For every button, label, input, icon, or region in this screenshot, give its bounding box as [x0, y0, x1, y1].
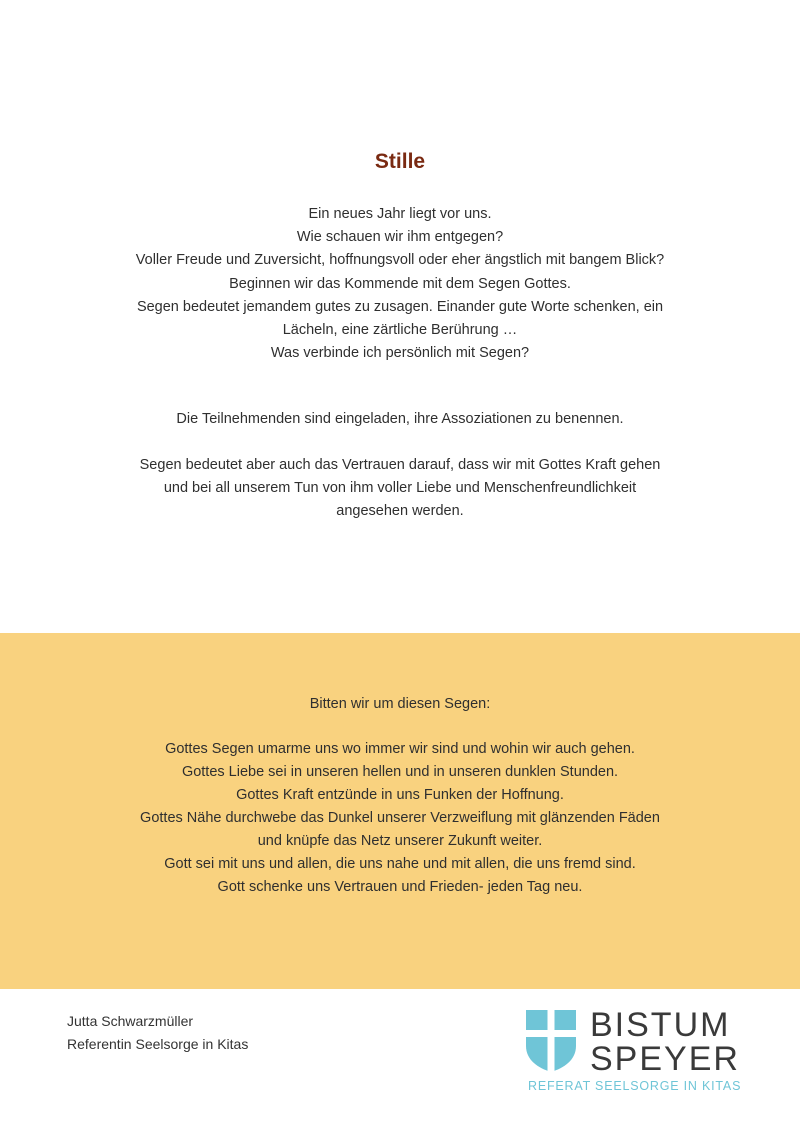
intro-line: Was verbinde ich persönlich mit Segen?: [270, 345, 530, 362]
author-role: Referentin Seelsorge in Kitas: [67, 1036, 249, 1052]
invitation-paragraph: Die Teilnehmenden sind eingeladen, ihre Assoziationen zu benennen.: [176, 411, 624, 427]
author-name: Jutta Schwarzmüller: [67, 1013, 194, 1029]
blessing-line: und knüpfe das Netz unserer Zukunft weiter.: [257, 833, 543, 849]
logo-word-speyer: SPEYER: [590, 1040, 740, 1078]
blessing-line: Gottes Kraft entzünde in uns Funken der Hoffnung.: [236, 787, 564, 803]
intro-line: Lächeln, eine zärtliche Berührung …: [282, 322, 518, 339]
blessing-intro: Bitten wir um diesen Segen:: [309, 696, 491, 712]
blessing-line: Gottes Liebe sei in unseren hellen und in unseren dunklen Stunden.: [181, 764, 619, 780]
intro-line: Wie schauen wir ihm entgegen?: [296, 229, 504, 246]
blessing-band: [0, 633, 800, 989]
intro-text: [100, 203, 700, 365]
intro-line: Segen bedeutet jemandem gutes zu zusagen. Einander gute Worte schenken, ein: [136, 298, 664, 315]
shield-cross-icon: [526, 1010, 576, 1072]
logo-word-bistum: BISTUM: [590, 1006, 731, 1044]
paragraph-line: angesehen werden.: [336, 503, 464, 519]
blessing-line: Gott sei mit uns und allen, die uns nahe und mit allen, die uns fremd sind.: [164, 856, 636, 872]
page-title: Stille: [374, 150, 426, 173]
paragraph-line: Segen bedeutet aber auch das Vertrauen darauf, dass wir mit Gottes Kraft gehen: [139, 457, 661, 473]
intro-line: Voller Freude und Zuversicht, hoffnungsvoll oder eher ängstlich mit bangem Blick?: [135, 252, 665, 269]
paragraph-line: und bei all unserem Tun von ihm voller Liebe und Menschenfreundlichkeit: [163, 480, 637, 496]
blessing-line: Gottes Segen umarme uns wo immer wir sind und wohin wir auch gehen.: [165, 741, 635, 757]
logo-subtitle: REFERAT SEELSORGE IN KITAS: [528, 1079, 742, 1093]
blessing-text: [0, 738, 800, 899]
intro-line: Ein neues Jahr liegt vor uns.: [308, 206, 492, 222]
author-block: [67, 1010, 248, 1056]
blessing-line: Gottes Nähe durchwebe das Dunkel unserer Verzweiflung mit glänzenden Fäden: [140, 810, 660, 826]
blessing-line: Gott schenke uns Vertrauen und Frieden- jeden Tag neu.: [217, 879, 583, 895]
intro-line: Beginnen wir das Kommende mit dem Segen Gottes.: [229, 275, 571, 292]
bistum-speyer-logo: [526, 1008, 756, 1098]
blessing-meaning-paragraph: [100, 454, 700, 523]
